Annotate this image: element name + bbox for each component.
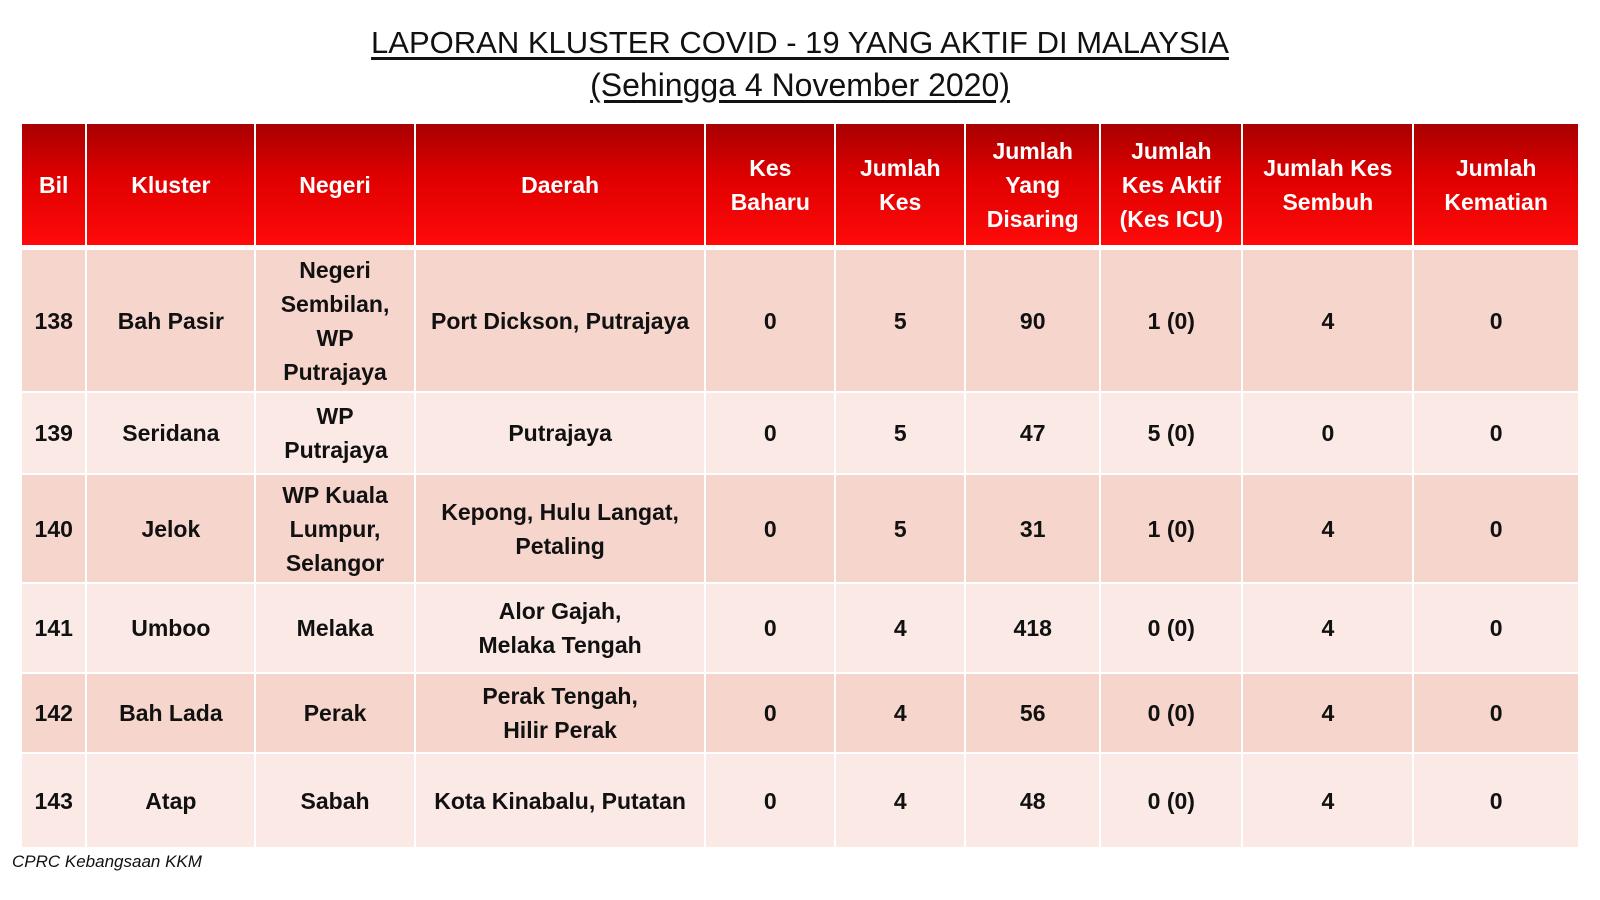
cell-kes-aktif: 1 (0): [1101, 250, 1243, 393]
cell-kes-aktif: 0 (0): [1101, 674, 1243, 754]
header-jumlah-disaring: Jumlah Yang Disaring: [966, 124, 1101, 250]
header-kluster: Kluster: [87, 124, 256, 250]
table-row: [22, 393, 1578, 475]
cluster-table: [22, 124, 1578, 849]
header-jumlah-kematian: Jumlah Kematian: [1414, 124, 1578, 250]
table-row: [22, 754, 1578, 849]
cell-kes-baharu: 0: [706, 393, 836, 475]
cell-jumlah-kes: 4: [836, 674, 966, 754]
cell-bil: 138: [22, 250, 87, 393]
cell-kluster: Jelok: [87, 475, 256, 584]
cell-negeri: WP Putrajaya: [256, 393, 416, 475]
cell-daerah: Alor Gajah, Melaka Tengah: [416, 584, 707, 674]
cell-jumlah-kes: 4: [836, 584, 966, 674]
header-jumlah-kes: Jumlah Kes: [836, 124, 966, 250]
cell-daerah: Kota Kinabalu, Putatan: [416, 754, 707, 849]
header-jumlah-kes-sembuh: Jumlah Kes Sembuh: [1243, 124, 1414, 250]
cell-daerah: Port Dickson, Putrajaya: [416, 250, 707, 393]
cell-negeri: Negeri Sembilan, WP Putrajaya: [256, 250, 416, 393]
title-block: [0, 22, 1600, 106]
cell-negeri: Melaka: [256, 584, 416, 674]
cell-jumlah-kes: 4: [836, 754, 966, 849]
header-bil: Bil: [22, 124, 87, 250]
cell-bil: 143: [22, 754, 87, 849]
cell-kes-aktif: 5 (0): [1101, 393, 1243, 475]
header-daerah: Daerah: [416, 124, 707, 250]
cell-kes-sembuh: 4: [1243, 475, 1414, 584]
cell-kes-aktif: 0 (0): [1101, 754, 1243, 849]
cell-kes-sembuh: 4: [1243, 754, 1414, 849]
cell-kematian: 0: [1414, 584, 1578, 674]
cell-kluster: Seridana: [87, 393, 256, 475]
cell-bil: 139: [22, 393, 87, 475]
cell-jumlah-disaring: 48: [966, 754, 1101, 849]
cell-kes-sembuh: 4: [1243, 674, 1414, 754]
table-row: [22, 250, 1578, 393]
source-caption: CPRC Kebangsaan KKM: [12, 852, 202, 871]
cell-kematian: 0: [1414, 754, 1578, 849]
cell-bil: 142: [22, 674, 87, 754]
cell-daerah: Perak Tengah, Hilir Perak: [416, 674, 707, 754]
cell-kluster: Atap: [87, 754, 256, 849]
cell-kes-aktif: 1 (0): [1101, 475, 1243, 584]
table-row: [22, 674, 1578, 754]
cell-jumlah-kes: 5: [836, 393, 966, 475]
cell-kematian: 0: [1414, 475, 1578, 584]
cell-kes-sembuh: 4: [1243, 250, 1414, 393]
cell-kes-sembuh: 4: [1243, 584, 1414, 674]
header-jumlah-kes-aktif: Jumlah Kes Aktif (Kes ICU): [1101, 124, 1243, 250]
table-row: [22, 475, 1578, 584]
page-subtitle: (Sehingga 4 November 2020): [590, 67, 1010, 103]
header-negeri: Negeri: [256, 124, 416, 250]
cell-jumlah-disaring: 418: [966, 584, 1101, 674]
cell-kes-baharu: 0: [706, 674, 836, 754]
cell-kes-baharu: 0: [706, 584, 836, 674]
cell-kematian: 0: [1414, 674, 1578, 754]
cell-jumlah-disaring: 90: [966, 250, 1101, 393]
cell-jumlah-disaring: 56: [966, 674, 1101, 754]
cell-negeri: Perak: [256, 674, 416, 754]
cell-negeri: Sabah: [256, 754, 416, 849]
cell-jumlah-kes: 5: [836, 250, 966, 393]
cell-kes-baharu: 0: [706, 250, 836, 393]
page-title: LAPORAN KLUSTER COVID - 19 YANG AKTIF DI MALAYSIA: [371, 25, 1229, 60]
cell-kes-aktif: 0 (0): [1101, 584, 1243, 674]
header-kes-baharu: Kes Baharu: [706, 124, 836, 250]
table-row: [22, 584, 1578, 674]
cell-kluster: Bah Pasir: [87, 250, 256, 393]
cell-jumlah-disaring: 31: [966, 475, 1101, 584]
cell-kluster: Bah Lada: [87, 674, 256, 754]
cell-negeri: WP Kuala Lumpur, Selangor: [256, 475, 416, 584]
cell-jumlah-disaring: 47: [966, 393, 1101, 475]
cell-kluster: Umboo: [87, 584, 256, 674]
cell-daerah: Kepong, Hulu Langat, Petaling: [416, 475, 707, 584]
cell-bil: 140: [22, 475, 87, 584]
cell-kes-baharu: 0: [706, 475, 836, 584]
cell-kematian: 0: [1414, 250, 1578, 393]
cell-kes-sembuh: 0: [1243, 393, 1414, 475]
cell-kematian: 0: [1414, 393, 1578, 475]
cell-daerah: Putrajaya: [416, 393, 707, 475]
cell-jumlah-kes: 5: [836, 475, 966, 584]
cell-bil: 141: [22, 584, 87, 674]
header-row: [22, 124, 1578, 250]
cell-kes-baharu: 0: [706, 754, 836, 849]
